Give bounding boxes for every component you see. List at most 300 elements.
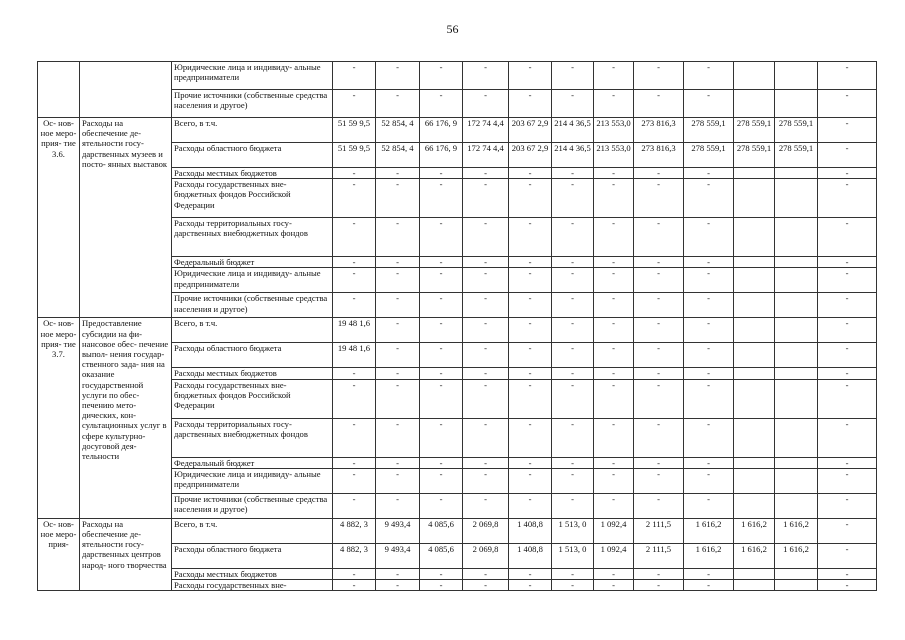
source-label: Расходы государственных вне- bbox=[172, 580, 333, 591]
value-cell: - bbox=[420, 62, 463, 90]
source-label: Федеральный бюджет bbox=[172, 457, 333, 468]
value-cell: - bbox=[420, 568, 463, 579]
value-cell: - bbox=[376, 318, 420, 343]
value-cell: - bbox=[420, 179, 463, 218]
value-cell: 1 616,2 bbox=[734, 543, 775, 568]
value-cell: - bbox=[509, 457, 552, 468]
source-label: Расходы областного бюджета bbox=[172, 543, 333, 568]
value-cell: 203 67 2,9 bbox=[509, 118, 552, 143]
value-cell: - bbox=[634, 379, 684, 418]
value-cell bbox=[775, 90, 818, 118]
value-cell: - bbox=[684, 268, 734, 293]
value-cell bbox=[734, 343, 775, 368]
value-cell bbox=[775, 468, 818, 493]
value-cell: - bbox=[818, 468, 877, 493]
value-cell: - bbox=[376, 457, 420, 468]
value-cell bbox=[775, 257, 818, 268]
value-cell: - bbox=[684, 418, 734, 457]
source-label: Расходы местных бюджетов bbox=[172, 368, 333, 379]
value-cell: - bbox=[634, 418, 684, 457]
value-cell: - bbox=[463, 343, 509, 368]
source-label: Юридические лица и индивиду- альные предприниматели bbox=[172, 268, 333, 293]
source-label: Всего, в т.ч. bbox=[172, 118, 333, 143]
value-cell: 214 4 36,5 bbox=[552, 118, 594, 143]
value-cell: - bbox=[376, 218, 420, 257]
value-cell: - bbox=[333, 293, 376, 318]
value-cell: - bbox=[333, 168, 376, 179]
value-cell: - bbox=[333, 418, 376, 457]
value-cell: - bbox=[509, 418, 552, 457]
value-cell: 9 493,4 bbox=[376, 543, 420, 568]
value-cell: 52 854, 4 bbox=[376, 118, 420, 143]
value-cell: - bbox=[594, 168, 634, 179]
value-cell: - bbox=[463, 568, 509, 579]
source-label: Расходы государственных вне- бюджетных фондов Российской Федерации bbox=[172, 179, 333, 218]
value-cell: 1 092,4 bbox=[594, 518, 634, 543]
value-cell: - bbox=[333, 179, 376, 218]
value-cell: - bbox=[463, 179, 509, 218]
value-cell: - bbox=[594, 568, 634, 579]
value-cell: 213 553,0 bbox=[594, 118, 634, 143]
value-cell: - bbox=[333, 379, 376, 418]
value-cell bbox=[775, 568, 818, 579]
value-cell: - bbox=[684, 457, 734, 468]
value-cell: 51 59 9,5 bbox=[333, 118, 376, 143]
value-cell: - bbox=[552, 468, 594, 493]
value-cell: - bbox=[594, 580, 634, 591]
value-cell: - bbox=[684, 90, 734, 118]
value-cell bbox=[734, 168, 775, 179]
value-cell: 172 74 4,4 bbox=[463, 143, 509, 168]
value-cell: - bbox=[634, 568, 684, 579]
value-cell: - bbox=[509, 90, 552, 118]
value-cell: - bbox=[333, 580, 376, 591]
measure-name: Расходы на обеспечение де- ятельности госу- дарственных центров народ- ного творчества bbox=[80, 518, 172, 590]
value-cell: - bbox=[420, 493, 463, 518]
value-cell: - bbox=[509, 179, 552, 218]
value-cell: - bbox=[333, 468, 376, 493]
value-cell bbox=[775, 62, 818, 90]
value-cell: 4 882, 3 bbox=[333, 543, 376, 568]
value-cell: - bbox=[509, 293, 552, 318]
value-cell: - bbox=[684, 62, 734, 90]
value-cell: - bbox=[552, 580, 594, 591]
value-cell: - bbox=[376, 468, 420, 493]
source-label: Расходы территориальных госу- дарственных внебюджетных фондов bbox=[172, 218, 333, 257]
value-cell: 278 559,1 bbox=[775, 118, 818, 143]
value-cell: 273 816,3 bbox=[634, 143, 684, 168]
value-cell: - bbox=[552, 457, 594, 468]
value-cell: - bbox=[333, 568, 376, 579]
value-cell: - bbox=[509, 168, 552, 179]
value-cell: 1 408,8 bbox=[509, 518, 552, 543]
value-cell bbox=[734, 493, 775, 518]
value-cell: - bbox=[634, 62, 684, 90]
value-cell bbox=[734, 268, 775, 293]
value-cell: 1 616,2 bbox=[775, 518, 818, 543]
value-cell: - bbox=[420, 90, 463, 118]
value-cell: - bbox=[684, 379, 734, 418]
source-label: Прочие источники (собственные средства населения и другое) bbox=[172, 493, 333, 518]
value-cell: - bbox=[684, 168, 734, 179]
value-cell: - bbox=[818, 543, 877, 568]
value-cell: - bbox=[684, 257, 734, 268]
value-cell: - bbox=[594, 343, 634, 368]
value-cell: - bbox=[333, 493, 376, 518]
value-cell bbox=[734, 568, 775, 579]
value-cell: - bbox=[420, 418, 463, 457]
value-cell: - bbox=[376, 257, 420, 268]
table-row bbox=[38, 62, 877, 90]
value-cell: - bbox=[818, 457, 877, 468]
measure-code: Ос- нов- ное меро- прия- bbox=[38, 518, 80, 590]
value-cell: 1 408,8 bbox=[509, 543, 552, 568]
value-cell: 203 67 2,9 bbox=[509, 143, 552, 168]
value-cell: - bbox=[684, 493, 734, 518]
value-cell bbox=[775, 168, 818, 179]
value-cell: 66 176, 9 bbox=[420, 118, 463, 143]
value-cell: - bbox=[594, 457, 634, 468]
value-cell: - bbox=[463, 293, 509, 318]
value-cell: - bbox=[684, 218, 734, 257]
value-cell: - bbox=[333, 257, 376, 268]
value-cell: - bbox=[594, 179, 634, 218]
value-cell: - bbox=[634, 368, 684, 379]
value-cell: - bbox=[818, 179, 877, 218]
value-cell: - bbox=[552, 343, 594, 368]
value-cell: - bbox=[818, 90, 877, 118]
value-cell: - bbox=[420, 368, 463, 379]
value-cell: - bbox=[420, 379, 463, 418]
value-cell: 51 59 9,5 bbox=[333, 143, 376, 168]
value-cell: - bbox=[684, 568, 734, 579]
value-cell: - bbox=[684, 179, 734, 218]
value-cell: - bbox=[818, 368, 877, 379]
value-cell bbox=[734, 457, 775, 468]
value-cell: - bbox=[634, 293, 684, 318]
value-cell: - bbox=[818, 318, 877, 343]
value-cell: - bbox=[594, 379, 634, 418]
value-cell: 4 085,6 bbox=[420, 543, 463, 568]
value-cell: - bbox=[818, 293, 877, 318]
value-cell: - bbox=[333, 368, 376, 379]
measure-name: Предоставление субсидии на фи- нансовое обес- печение выпол- нения государ- ственного зада- ния на оказание государственной услуги по обес- печению мето- дических, кон- сультационных услуг в сфере культурно- досуговой дея- тельности bbox=[80, 318, 172, 518]
value-cell: - bbox=[552, 257, 594, 268]
value-cell: - bbox=[376, 418, 420, 457]
value-cell: - bbox=[420, 580, 463, 591]
value-cell: - bbox=[552, 90, 594, 118]
value-cell: - bbox=[634, 257, 684, 268]
value-cell: 1 092,4 bbox=[594, 543, 634, 568]
value-cell: - bbox=[818, 218, 877, 257]
value-cell: - bbox=[463, 62, 509, 90]
value-cell: - bbox=[509, 318, 552, 343]
value-cell: - bbox=[818, 143, 877, 168]
value-cell bbox=[775, 293, 818, 318]
value-cell: - bbox=[463, 90, 509, 118]
value-cell: - bbox=[552, 218, 594, 257]
value-cell: - bbox=[463, 218, 509, 257]
value-cell: 19 48 1,6 bbox=[333, 343, 376, 368]
value-cell: 2 069,8 bbox=[463, 543, 509, 568]
value-cell: - bbox=[509, 257, 552, 268]
value-cell: - bbox=[594, 90, 634, 118]
value-cell: - bbox=[552, 168, 594, 179]
value-cell: - bbox=[594, 218, 634, 257]
value-cell: - bbox=[509, 493, 552, 518]
value-cell: - bbox=[463, 580, 509, 591]
value-cell: - bbox=[818, 493, 877, 518]
value-cell: - bbox=[420, 257, 463, 268]
value-cell: - bbox=[376, 493, 420, 518]
value-cell: - bbox=[594, 293, 634, 318]
value-cell: - bbox=[594, 493, 634, 518]
source-label: Расходы местных бюджетов bbox=[172, 168, 333, 179]
value-cell: - bbox=[509, 568, 552, 579]
table-row bbox=[38, 318, 877, 343]
measure-code: Ос- нов- ное меро- прия- тие 3.7. bbox=[38, 318, 80, 518]
value-cell: - bbox=[376, 168, 420, 179]
value-cell: - bbox=[509, 268, 552, 293]
value-cell bbox=[775, 580, 818, 591]
value-cell: - bbox=[684, 343, 734, 368]
value-cell: - bbox=[552, 379, 594, 418]
value-cell: - bbox=[463, 379, 509, 418]
value-cell: - bbox=[634, 168, 684, 179]
value-cell: 1 616,2 bbox=[775, 543, 818, 568]
value-cell: - bbox=[420, 318, 463, 343]
source-label: Юридические лица и индивиду- альные предприниматели bbox=[172, 468, 333, 493]
value-cell: - bbox=[420, 293, 463, 318]
value-cell: - bbox=[818, 580, 877, 591]
value-cell: - bbox=[463, 418, 509, 457]
value-cell bbox=[775, 368, 818, 379]
value-cell: 1 513, 0 bbox=[552, 543, 594, 568]
value-cell bbox=[734, 90, 775, 118]
value-cell: - bbox=[684, 580, 734, 591]
value-cell: - bbox=[634, 179, 684, 218]
value-cell: - bbox=[634, 318, 684, 343]
value-cell: 172 74 4,4 bbox=[463, 118, 509, 143]
value-cell bbox=[734, 468, 775, 493]
value-cell: - bbox=[594, 418, 634, 457]
value-cell: - bbox=[684, 368, 734, 379]
value-cell: - bbox=[818, 379, 877, 418]
value-cell: - bbox=[634, 493, 684, 518]
value-cell: 2 111,5 bbox=[634, 543, 684, 568]
value-cell: 213 553,0 bbox=[594, 143, 634, 168]
value-cell: - bbox=[376, 179, 420, 218]
table-row bbox=[38, 118, 877, 143]
value-cell: - bbox=[463, 468, 509, 493]
source-label: Юридические лица и индивиду- альные предприниматели bbox=[172, 62, 333, 90]
value-cell: - bbox=[552, 418, 594, 457]
value-cell bbox=[734, 580, 775, 591]
value-cell: - bbox=[552, 62, 594, 90]
value-cell: 52 854, 4 bbox=[376, 143, 420, 168]
value-cell: - bbox=[818, 343, 877, 368]
value-cell: - bbox=[818, 568, 877, 579]
value-cell bbox=[775, 457, 818, 468]
value-cell bbox=[734, 293, 775, 318]
value-cell: 1 616,2 bbox=[734, 518, 775, 543]
value-cell: - bbox=[463, 493, 509, 518]
measure-code: Ос- нов- ное меро- прия- тие 3.6. bbox=[38, 118, 80, 318]
value-cell: - bbox=[594, 468, 634, 493]
source-label: Расходы областного бюджета bbox=[172, 343, 333, 368]
value-cell: - bbox=[684, 318, 734, 343]
value-cell: - bbox=[818, 62, 877, 90]
value-cell bbox=[775, 379, 818, 418]
value-cell: - bbox=[552, 493, 594, 518]
value-cell: - bbox=[463, 368, 509, 379]
value-cell: - bbox=[818, 518, 877, 543]
value-cell: - bbox=[684, 293, 734, 318]
value-cell: 2 069,8 bbox=[463, 518, 509, 543]
value-cell: - bbox=[552, 368, 594, 379]
value-cell bbox=[775, 268, 818, 293]
source-label: Расходы местных бюджетов bbox=[172, 568, 333, 579]
value-cell: - bbox=[509, 580, 552, 591]
source-label: Расходы территориальных госу- дарственных внебюджетных фондов bbox=[172, 418, 333, 457]
value-cell: - bbox=[552, 179, 594, 218]
value-cell: - bbox=[818, 118, 877, 143]
value-cell: - bbox=[376, 268, 420, 293]
value-cell: - bbox=[376, 379, 420, 418]
value-cell: - bbox=[420, 343, 463, 368]
value-cell bbox=[775, 343, 818, 368]
value-cell: - bbox=[333, 457, 376, 468]
value-cell: 1 616,2 bbox=[684, 543, 734, 568]
value-cell: - bbox=[594, 318, 634, 343]
value-cell: 4 882, 3 bbox=[333, 518, 376, 543]
value-cell: - bbox=[463, 268, 509, 293]
value-cell: - bbox=[818, 268, 877, 293]
value-cell: - bbox=[509, 218, 552, 257]
value-cell: - bbox=[634, 580, 684, 591]
value-cell: - bbox=[509, 343, 552, 368]
source-label: Расходы государственных вне- бюджетных фондов Российской Федерации bbox=[172, 379, 333, 418]
value-cell: - bbox=[333, 268, 376, 293]
value-cell: - bbox=[818, 418, 877, 457]
value-cell: - bbox=[818, 168, 877, 179]
value-cell: - bbox=[420, 457, 463, 468]
value-cell: - bbox=[634, 90, 684, 118]
value-cell bbox=[734, 257, 775, 268]
value-cell bbox=[734, 379, 775, 418]
value-cell: - bbox=[463, 318, 509, 343]
value-cell: 278 559,1 bbox=[775, 143, 818, 168]
value-cell: - bbox=[376, 90, 420, 118]
value-cell: 278 559,1 bbox=[684, 118, 734, 143]
value-cell: - bbox=[376, 343, 420, 368]
value-cell: - bbox=[818, 257, 877, 268]
value-cell: - bbox=[376, 368, 420, 379]
value-cell: - bbox=[634, 343, 684, 368]
value-cell: 214 4 36,5 bbox=[552, 143, 594, 168]
value-cell bbox=[775, 418, 818, 457]
budget-table bbox=[37, 61, 877, 591]
value-cell: - bbox=[634, 218, 684, 257]
value-cell bbox=[775, 318, 818, 343]
value-cell: - bbox=[684, 468, 734, 493]
value-cell: - bbox=[420, 268, 463, 293]
value-cell: - bbox=[509, 62, 552, 90]
value-cell bbox=[734, 418, 775, 457]
source-label: Расходы областного бюджета bbox=[172, 143, 333, 168]
value-cell: - bbox=[594, 62, 634, 90]
value-cell: - bbox=[463, 168, 509, 179]
source-label: Прочие источники (собственные средства населения и другое) bbox=[172, 293, 333, 318]
value-cell: 66 176, 9 bbox=[420, 143, 463, 168]
value-cell: - bbox=[634, 468, 684, 493]
value-cell bbox=[775, 493, 818, 518]
page-number: 56 bbox=[446, 22, 459, 36]
value-cell bbox=[775, 179, 818, 218]
value-cell: - bbox=[376, 293, 420, 318]
value-cell: - bbox=[509, 379, 552, 418]
value-cell: - bbox=[552, 293, 594, 318]
value-cell: - bbox=[420, 218, 463, 257]
value-cell: 278 559,1 bbox=[684, 143, 734, 168]
value-cell: - bbox=[376, 568, 420, 579]
source-label: Прочие источники (собственные средства населения и другое) bbox=[172, 90, 333, 118]
value-cell: - bbox=[333, 62, 376, 90]
value-cell: - bbox=[509, 468, 552, 493]
value-cell: - bbox=[333, 218, 376, 257]
value-cell bbox=[734, 368, 775, 379]
value-cell: - bbox=[463, 257, 509, 268]
value-cell: 19 48 1,6 bbox=[333, 318, 376, 343]
value-cell: - bbox=[376, 62, 420, 90]
value-cell: - bbox=[376, 580, 420, 591]
value-cell bbox=[734, 218, 775, 257]
value-cell: - bbox=[333, 90, 376, 118]
table-row bbox=[38, 518, 877, 543]
value-cell: - bbox=[634, 268, 684, 293]
source-label: Всего, в т.ч. bbox=[172, 318, 333, 343]
value-cell: - bbox=[463, 457, 509, 468]
value-cell: 2 111,5 bbox=[634, 518, 684, 543]
source-label: Федеральный бюджет bbox=[172, 257, 333, 268]
value-cell bbox=[775, 218, 818, 257]
value-cell: - bbox=[552, 568, 594, 579]
value-cell: - bbox=[594, 268, 634, 293]
value-cell bbox=[734, 62, 775, 90]
value-cell: 278 559,1 bbox=[734, 143, 775, 168]
value-cell: 1 616,2 bbox=[684, 518, 734, 543]
value-cell: - bbox=[420, 168, 463, 179]
value-cell: - bbox=[594, 368, 634, 379]
value-cell: - bbox=[594, 257, 634, 268]
value-cell bbox=[734, 179, 775, 218]
value-cell: 1 513, 0 bbox=[552, 518, 594, 543]
measure-code-cell bbox=[38, 62, 80, 118]
value-cell: - bbox=[420, 468, 463, 493]
value-cell: - bbox=[552, 318, 594, 343]
value-cell: - bbox=[634, 457, 684, 468]
value-cell: 9 493,4 bbox=[376, 518, 420, 543]
value-cell bbox=[734, 318, 775, 343]
value-cell: 4 085,6 bbox=[420, 518, 463, 543]
value-cell: 278 559,1 bbox=[734, 118, 775, 143]
measure-name: Расходы на обеспечение де- ятельности госу- дарственных музеев и посто- янных выставок bbox=[80, 118, 172, 318]
value-cell: 273 816,3 bbox=[634, 118, 684, 143]
value-cell: - bbox=[552, 268, 594, 293]
value-cell: - bbox=[509, 368, 552, 379]
source-label: Всего, в т.ч. bbox=[172, 518, 333, 543]
measure-name-cell bbox=[80, 62, 172, 118]
